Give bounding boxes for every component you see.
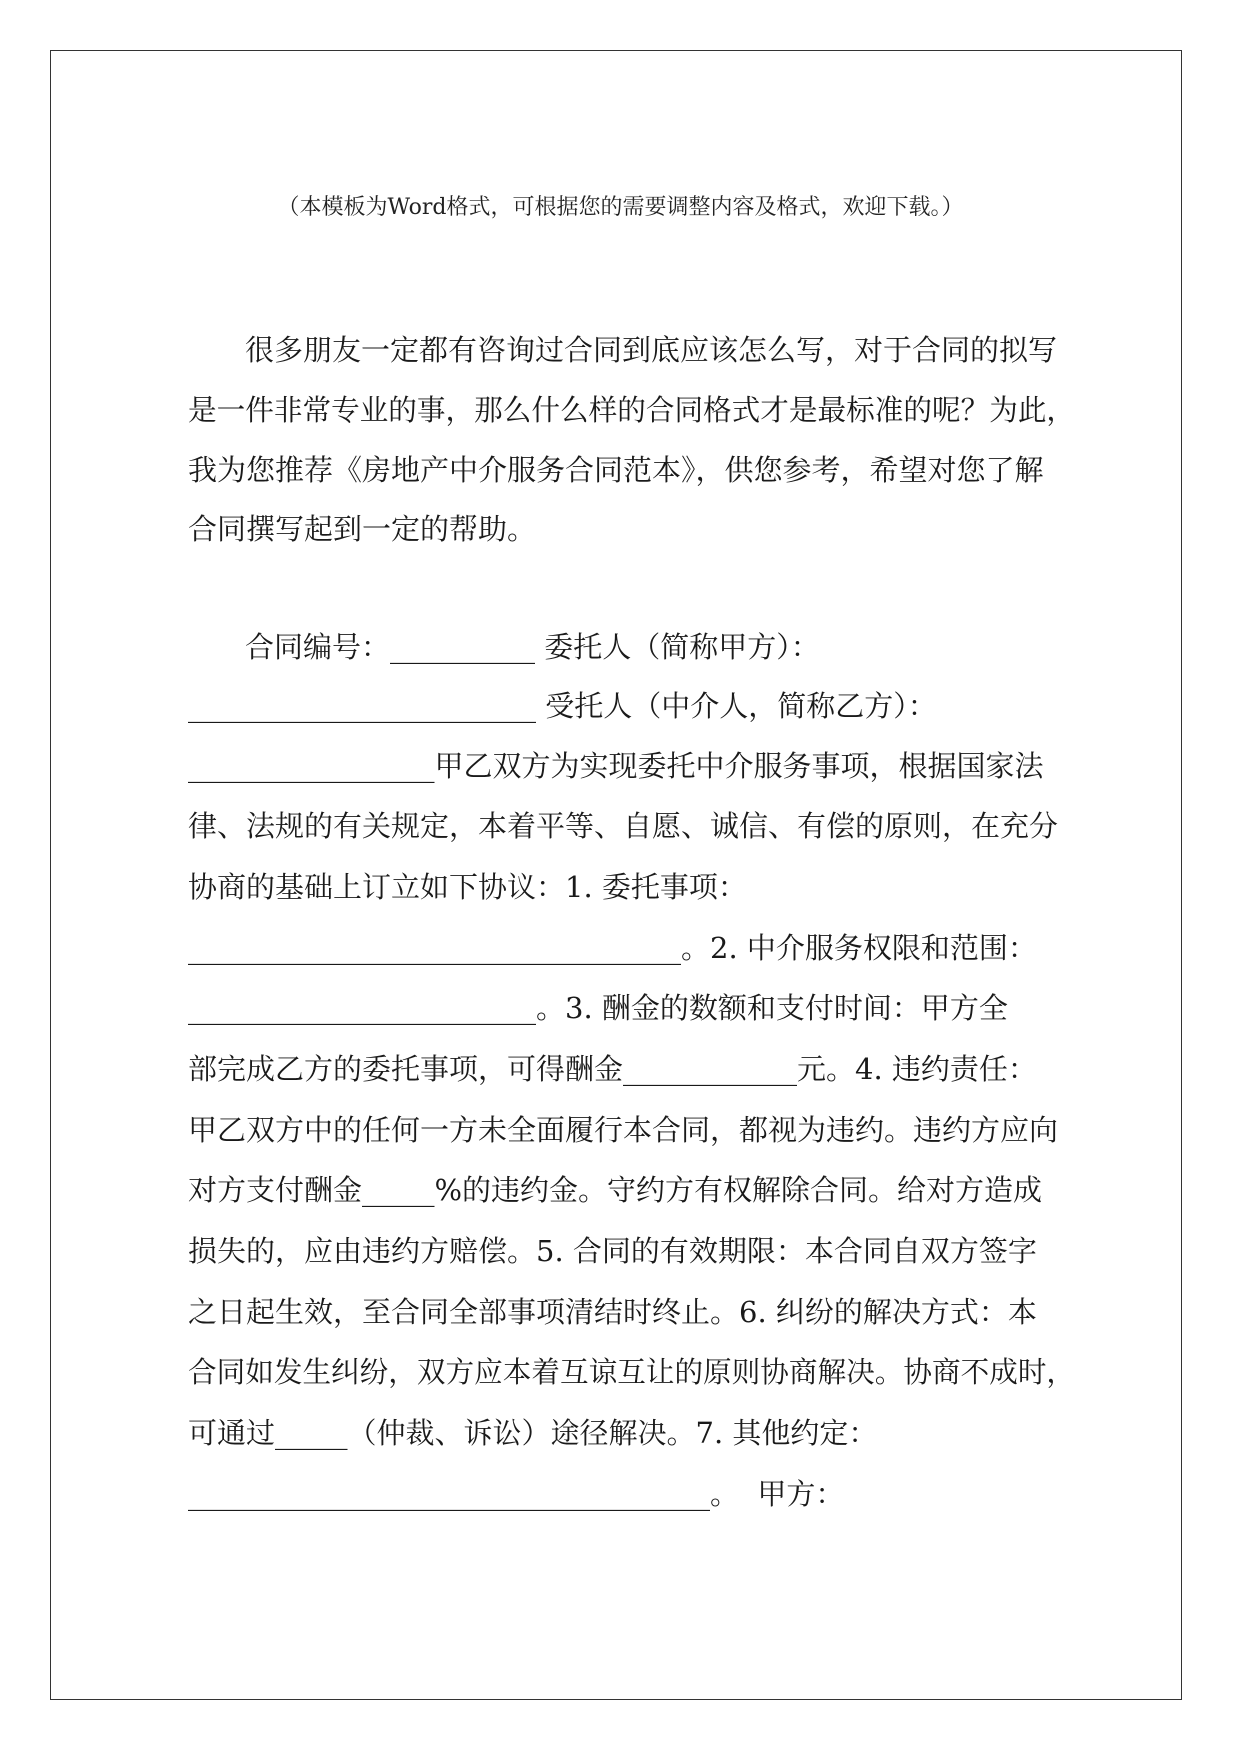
paragraph-line: 是一件非常专业的事，那么什么样的合同格式才是最标准的呢？为此， [188,393,1076,427]
template-note: （本模板为Word格式，可根据您的需要调整内容及格式，欢迎下载。） [277,195,964,220]
paragraph-line: 之日起生效，至合同全部事项清结时终止。6. 纠纷的解决方式：本 [188,1295,1037,1329]
paragraph-line: 损失的，应由违约方赔偿。5. 合同的有效期限：本合同自双方签字 [188,1234,1037,1268]
paragraph-line: 部完成乙方的委托事项，可得酬金____________元。4. 违约责任： [188,1052,1037,1086]
paragraph-line: 协商的基础上订立如下协议：1. 委托事项： [188,870,747,904]
paragraph-line: __________________________________。2. 中介服务权限和范围： [188,931,1037,965]
paragraph-line: 甲乙双方中的任何一方未全面履行本合同，都视为违约。违约方应向 [188,1113,1059,1147]
contract-number-line: 合同编号：__________ 委托人（简称甲方）： [245,630,820,664]
paragraph-line: 很多朋友一定都有咨询过合同到底应该怎么写，对于合同的拟写 [245,333,1058,367]
paragraph-line: 我为您推荐《房地产中介服务合同范本》，供您参考，希望对您了解 [188,453,1044,487]
paragraph-line: ________________________ 受托人（中介人，简称乙方）： [188,689,937,723]
paragraph-line: 律、法规的有关规定，本着平等、自愿、诚信、有偿的原则，在充分 [188,809,1059,843]
paragraph-line: 合同如发生纠纷，双方应本着互谅互让的原则协商解决。协商不成时， [188,1355,1076,1389]
paragraph-line: ____________________________________。 甲方： [188,1477,845,1511]
paragraph-line: ________________________。3. 酬金的数额和支付时间：甲方全 [188,991,1008,1025]
paragraph-line: 合同撰写起到一定的帮助。 [188,512,537,546]
paragraph-line: _________________甲乙双方为实现委托中介服务事项，根据国家法 [188,749,1044,783]
paragraph-line: 可通过_____（仲裁、诉讼）途径解决。7. 其他约定： [188,1416,878,1450]
paragraph-line: 对方支付酬金_____%的违约金。守约方有权解除合同。给对方造成 [188,1173,1043,1207]
